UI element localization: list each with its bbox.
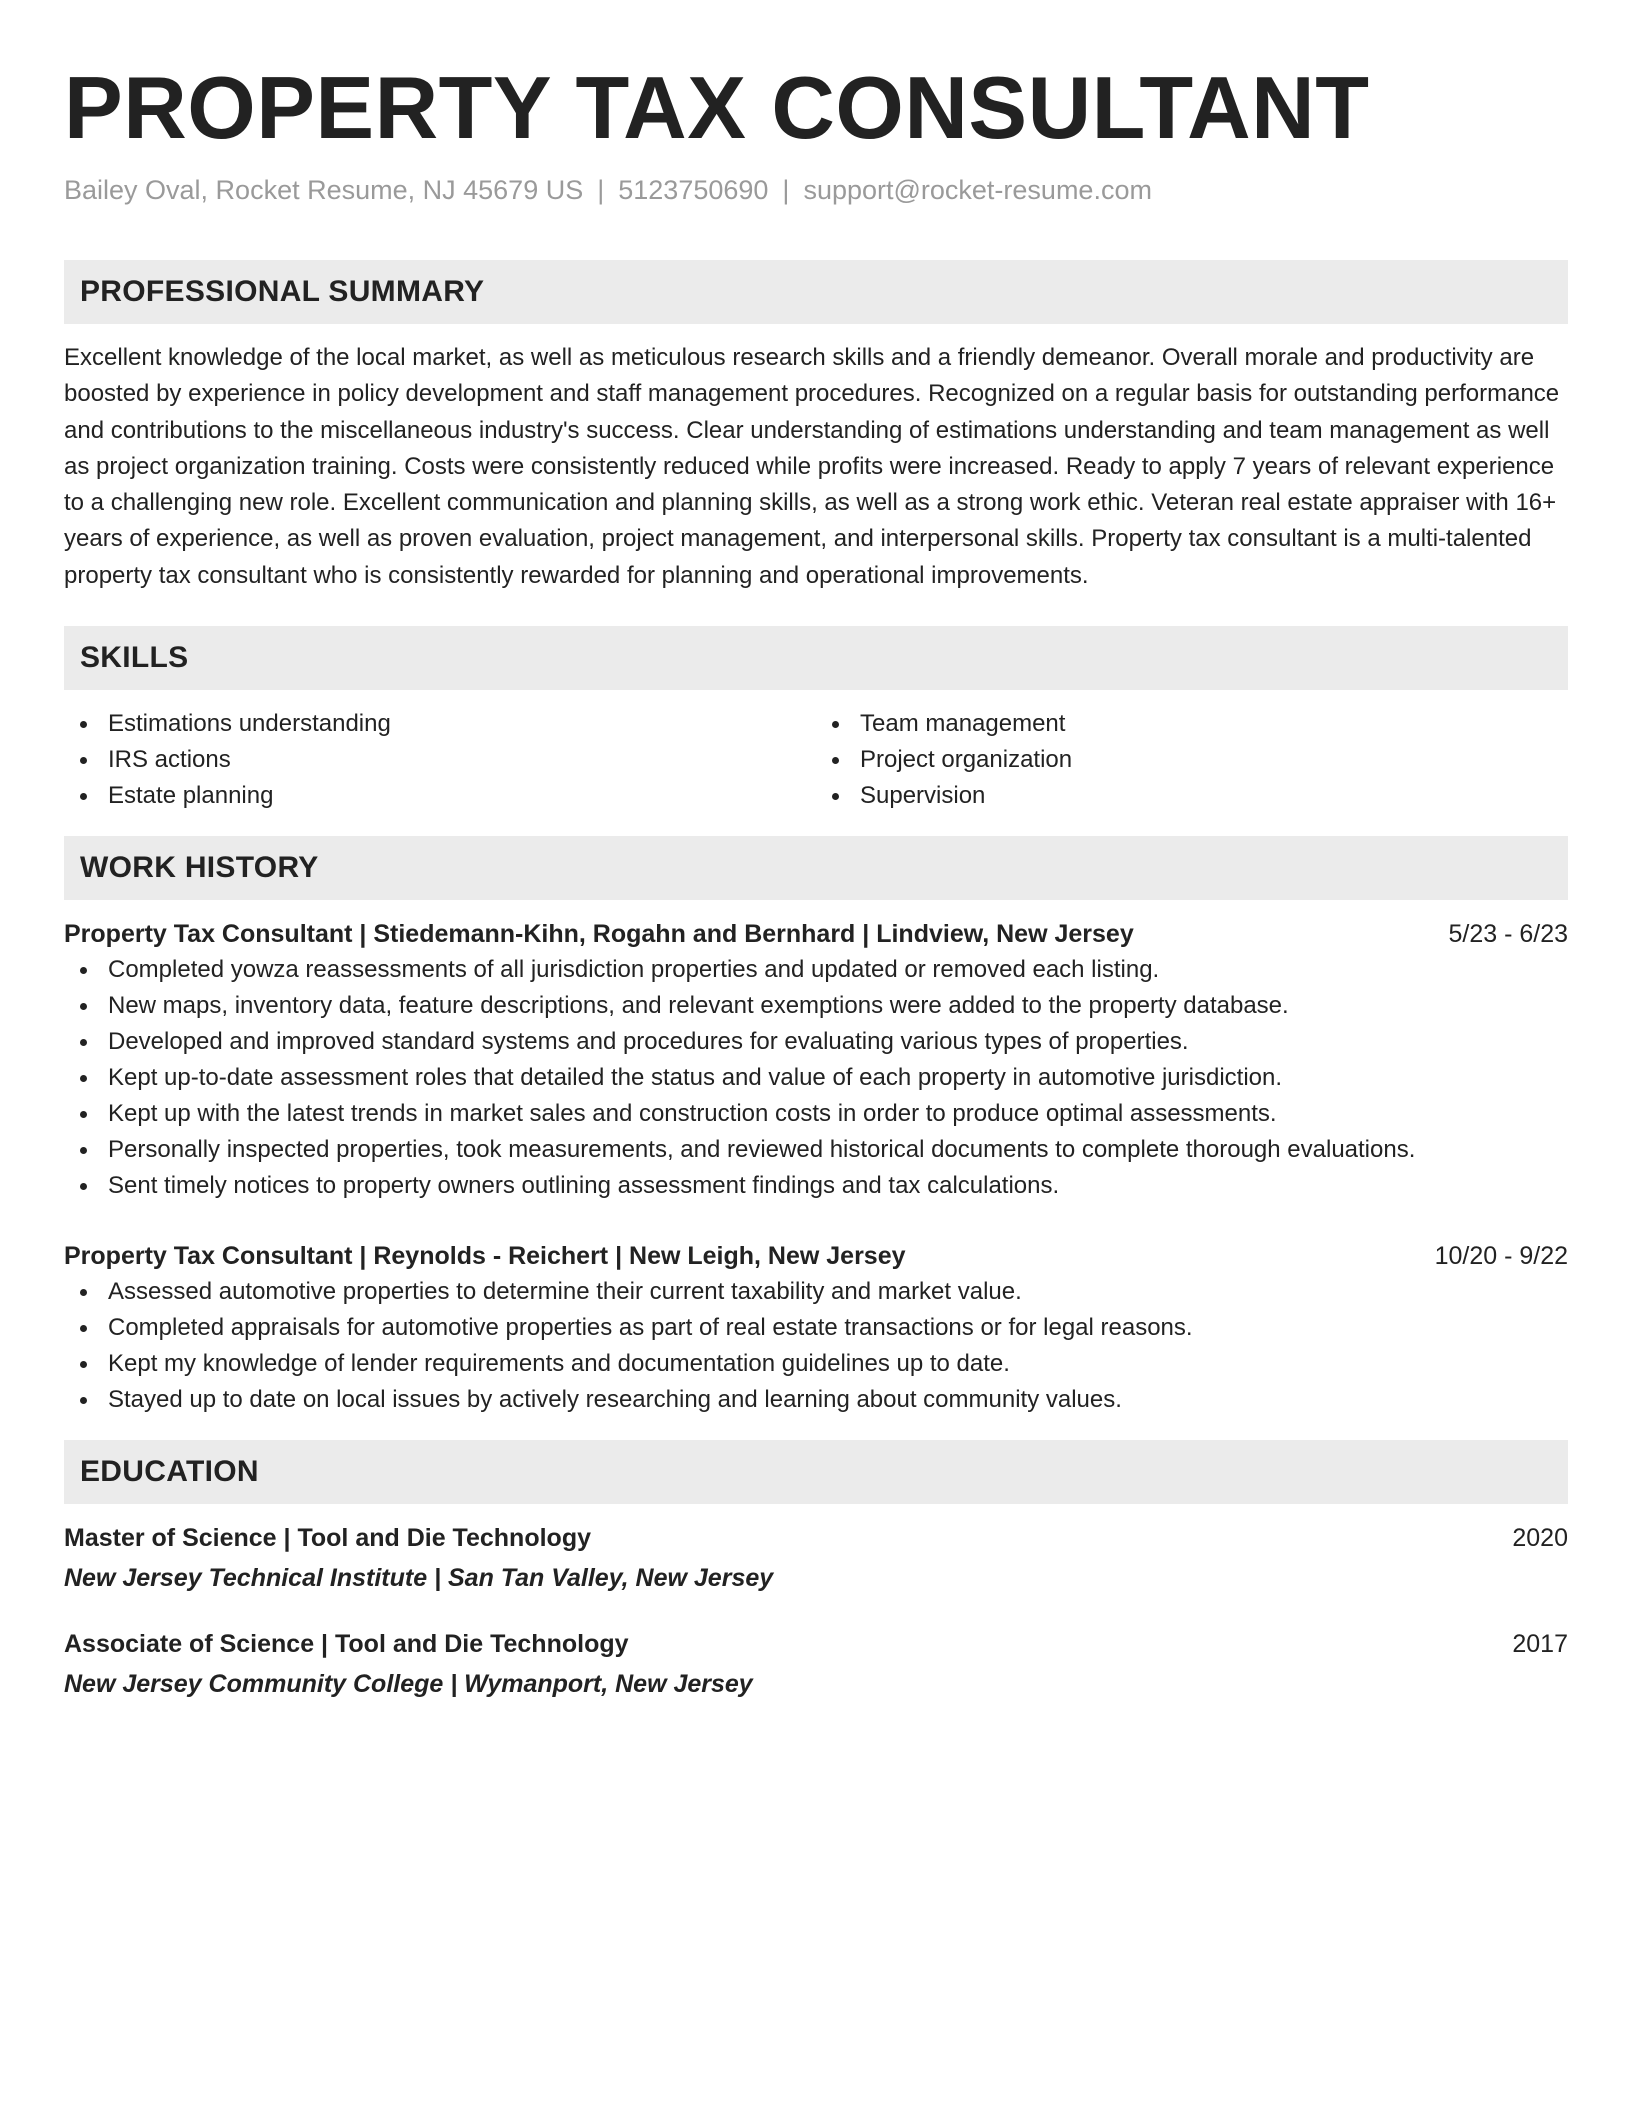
education-school: New Jersey Technical Institute | San Tan Valley, New Jersey [64,1564,774,1593]
job-title: Property Tax Consultant | Stiedemann-Kihn, Rogahn and Bernhard | Lindview, New Jersey [64,920,1134,949]
skills-column-left [64,706,816,814]
job-bullet: Kept up with the latest trends in market sales and construction costs in order to produce optimal assessments. [64,1096,1568,1132]
skill-item: IRS actions [64,742,816,778]
contact-separator: | [782,175,790,205]
section-header-education: EDUCATION [64,1440,1568,1504]
skill-item: Estate planning [64,778,816,814]
job-bullet: Kept my knowledge of lender requirements and documentation guidelines up to date. [64,1346,1568,1382]
skill-item: Project organization [816,742,1568,778]
job-bullet: Completed yowza reassessments of all jurisdiction properties and updated or removed each listing. [64,952,1568,988]
job-bullet: New maps, inventory data, feature descriptions, and relevant exemptions were added to the property database. [64,988,1568,1024]
job-dates: 5/23 - 6/23 [1448,920,1568,949]
job-bullet: Assessed automotive properties to determine their current taxability and market value. [64,1274,1568,1310]
education-degree: Associate of Science | Tool and Die Technology [64,1630,629,1659]
job-bullet: Stayed up to date on local issues by actively researching and learning about community values. [64,1382,1568,1418]
candidate-title: PROPERTY TAX CONSULTANT [64,58,1370,157]
skills-grid [64,706,1568,814]
job-heading [64,1238,1568,1274]
education-year: 2020 [1512,1524,1568,1553]
contact-phone: 5123750690 [618,175,769,205]
job-bullets [64,1274,1568,1418]
section-header-work-history: WORK HISTORY [64,836,1568,900]
contact-line [64,172,1568,208]
job-bullet: Developed and improved standard systems and procedures for evaluating various types of properties. [64,1024,1568,1060]
education-degree: Master of Science | Tool and Die Technology [64,1524,591,1553]
skills-column-right [816,706,1568,814]
skill-item: Estimations understanding [64,706,816,742]
contact-email: support@rocket-resume.com [803,175,1152,205]
contact-address: Bailey Oval, Rocket Resume, NJ 45679 US [64,175,584,205]
job-bullet: Kept up-to-date assessment roles that detailed the status and value of each property in automotive jurisdiction. [64,1060,1568,1096]
education-heading [64,1626,1568,1662]
job-bullet: Completed appraisals for automotive properties as part of real estate transactions or for legal reasons. [64,1310,1568,1346]
education-school: New Jersey Community College | Wymanport, New Jersey [64,1670,753,1699]
job-bullet: Sent timely notices to property owners outlining assessment findings and tax calculations. [64,1168,1568,1204]
education-heading [64,1520,1568,1556]
education-year: 2017 [1512,1630,1568,1659]
section-header-summary: PROFESSIONAL SUMMARY [64,260,1568,324]
contact-separator: | [597,175,605,205]
skill-item: Supervision [816,778,1568,814]
summary-paragraph: Excellent knowledge of the local market, as well as meticulous research skills and a friendly demeanor. Overall morale and productivity are boosted by experience in policy development and staff management procedures. Recognized on a regular basis for outstanding performance and contributions to the miscellaneous industry's success. Clear understanding of estimations understanding and team management as well as project organization training. Costs were consistently reduced while profits were increased. Ready to apply 7 years of relevant experience to a challenging new role. Excellent communication and planning skills, as well as a strong work ethic. Veteran real estate appraiser with 16+ years of experience, as well as proven evaluation, project management, and interpersonal skills. Property tax consultant is a multi-talented property tax consultant who is consistently rewarded for planning and operational improvements. [64,344,1560,589]
job-title: Property Tax Consultant | Reynolds - Reichert | New Leigh, New Jersey [64,1242,906,1271]
job-heading [64,916,1568,952]
section-header-skills: SKILLS [64,626,1568,690]
job-bullets [64,952,1568,1204]
job-bullet: Personally inspected properties, took measurements, and reviewed historical documents to complete thorough evaluations. [64,1132,1568,1168]
skill-item: Team management [816,706,1568,742]
job-dates: 10/20 - 9/22 [1434,1242,1568,1271]
